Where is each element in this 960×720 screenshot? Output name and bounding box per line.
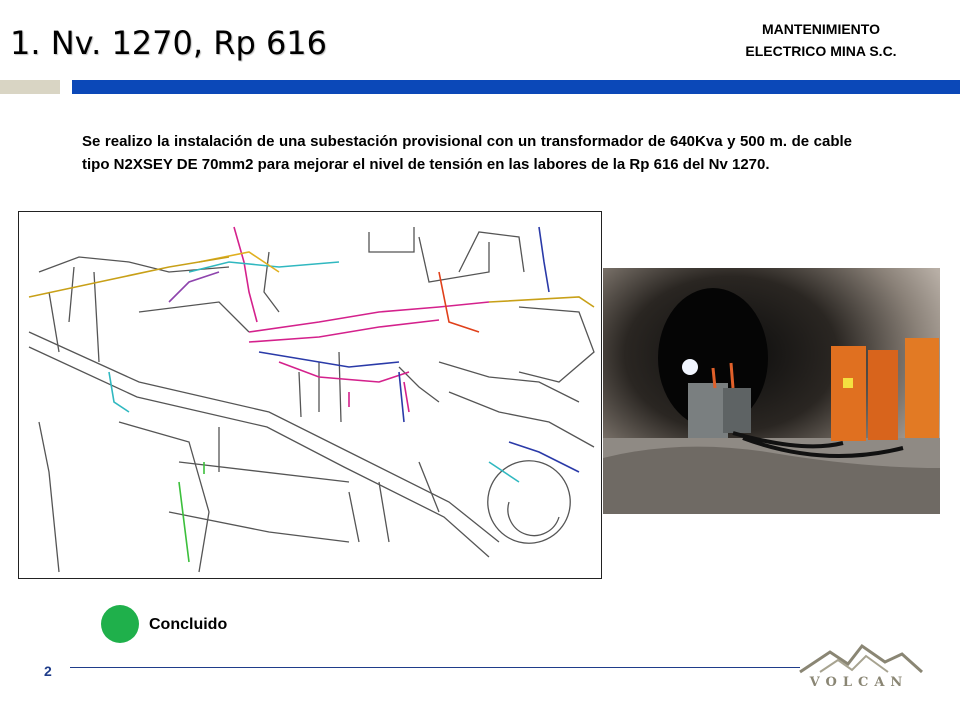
slide-title: 1. Nv. 1270, Rp 616	[10, 24, 328, 62]
title-band-accent	[0, 80, 60, 94]
description-text: Se realizo la instalación de una subestación provisional con un transformador de 640Kva y 500 m. de cable tipo N2XSEY DE 70mm2 para mejorar el nivel de tensión en las labores de la Rp 616 del Nv 1270.	[82, 133, 852, 173]
substation-photo	[603, 268, 940, 514]
status-label: Concluido	[149, 616, 228, 633]
company-name-line2: ELECTRICO MINA S.C.	[745, 43, 897, 59]
volcan-logo	[790, 640, 930, 700]
footer-divider	[70, 667, 800, 668]
page-number: 2	[44, 663, 52, 679]
mine-plan-image	[18, 211, 602, 579]
status-indicator	[101, 605, 139, 643]
company-name	[706, 18, 936, 62]
title-band	[72, 80, 960, 94]
company-name-line1: MANTENIMIENTO	[762, 21, 880, 37]
logo-wordmark: VOLCAN	[809, 675, 909, 690]
